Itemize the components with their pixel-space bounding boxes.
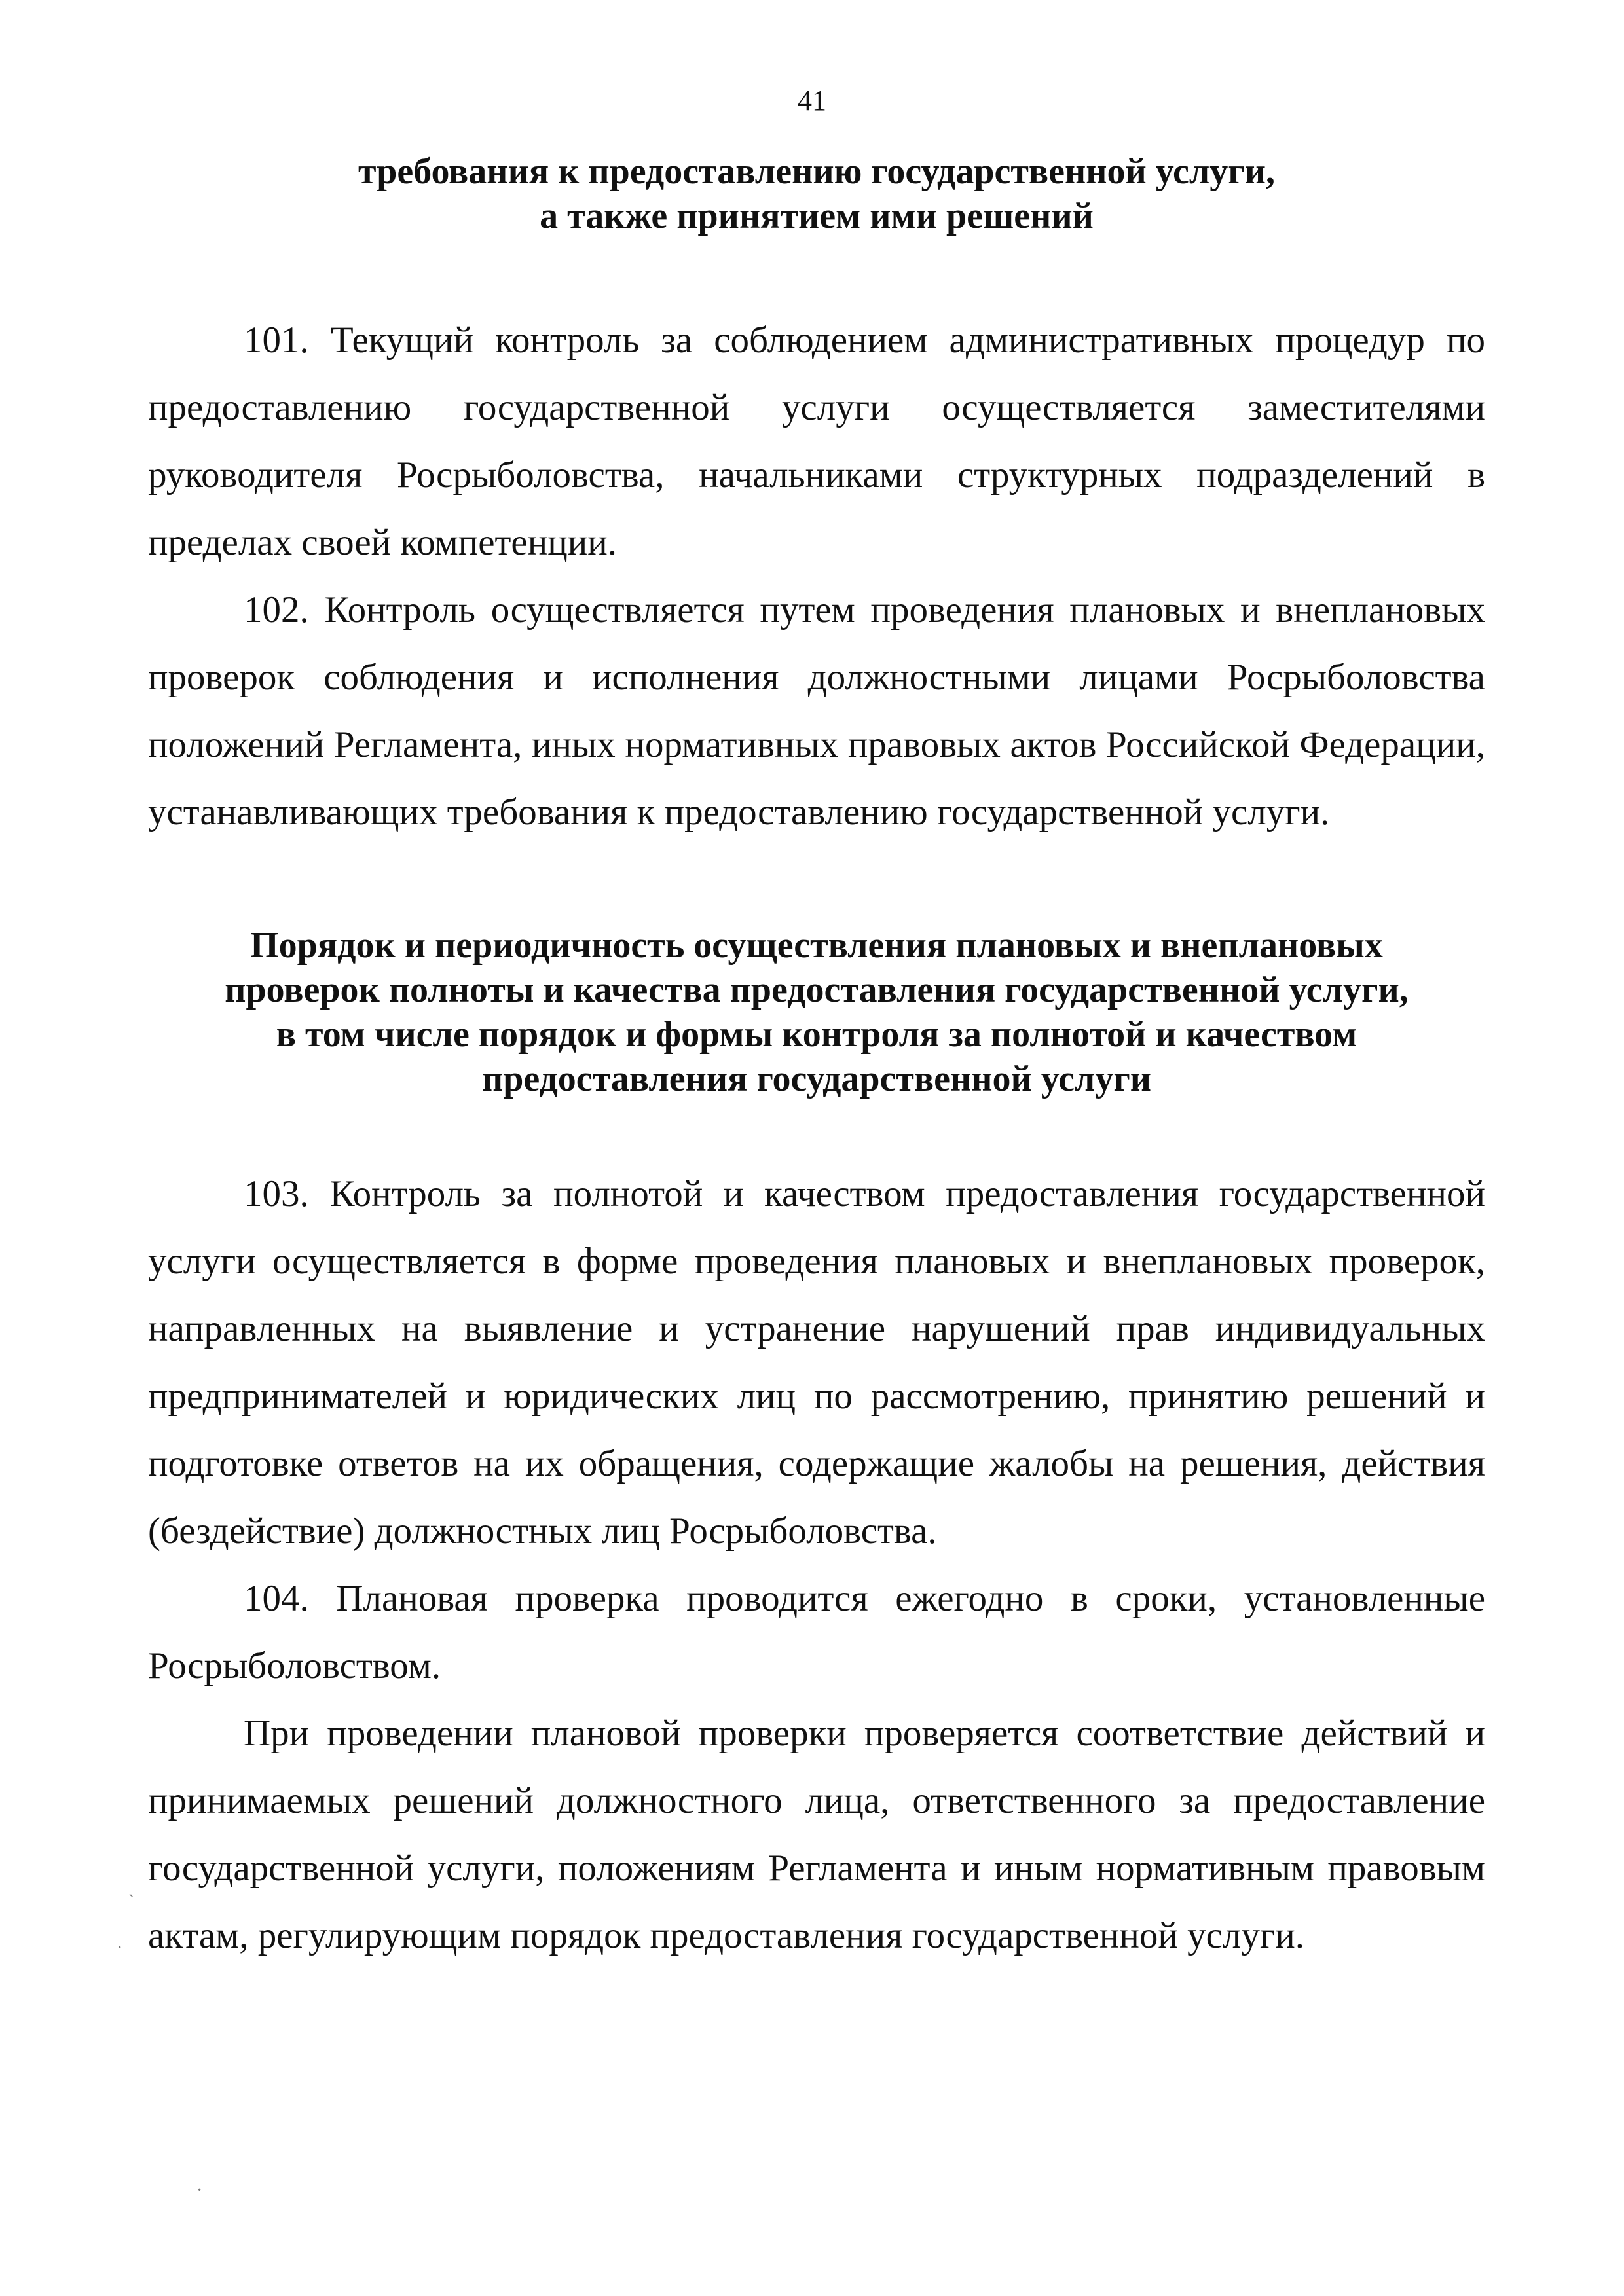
section-heading-control [148, 149, 1485, 238]
scan-speck: · [117, 1938, 123, 1958]
document-body [148, 149, 1485, 1969]
heading-line: проверок полноты и качества предоставления государственной услуги, [225, 970, 1409, 1010]
scan-speck: ˎ [128, 1878, 135, 1898]
paragraph-102: 102. Контроль осуществляется путем проведения плановых и внеплановых проверок соблюдения и исполнения должностными лицами Росрыболовства положений Регламента, иных нормативных правовых актов Российской Федерации, устанавливающих требования к предоставлению государственной услуги. [148, 589, 1485, 833]
page-number: 41 [798, 84, 826, 117]
heading-line: в том числе порядок и формы контроля за полнотой и качеством [276, 1014, 1357, 1055]
heading-line: а также принятием ими решений [540, 196, 1094, 236]
section-heading-inspections [148, 923, 1485, 1101]
heading-line: требования к предоставлению государственной услуги, [358, 151, 1275, 192]
paragraph-planned-check: При проведении плановой проверки проверяется соответствие действий и принимаемых решений должностного лица, ответственного за предоставление государственной услуги, положениям Регламента и иным нормативным правовым актам, регулирующим порядок предоставления государственной услуги. [148, 1713, 1485, 1956]
scan-speck: · [196, 2180, 203, 2200]
paragraph-103: 103. Контроль за полнотой и качеством предоставления государственной услуги осуществляется в форме проведения плановых и внеплановых проверок, направленных на выявление и устранение нарушений прав индивидуальных предпринимателей и юридических лиц по рассмотрению, принятию решений и подготовке ответов на их обращения, содержащие жалобы на решения, действия (бездействие) должностных лиц Росрыболовства. [148, 1173, 1485, 1552]
heading-line: предоставления государственной услуги [481, 1059, 1152, 1099]
paragraph-104: 104. Плановая проверка проводится ежегодно в сроки, установленные Росрыболовством. [148, 1578, 1485, 1686]
paragraph-101: 101. Текущий контроль за соблюдением административных процедур по предоставлению государственной услуги осуществляется заместителями руководителя Росрыболовства, начальниками структурных подразделений в пределах своей компетенции. [148, 319, 1485, 563]
heading-line: Порядок и периодичность осуществления плановых и внеплановых [250, 925, 1383, 966]
